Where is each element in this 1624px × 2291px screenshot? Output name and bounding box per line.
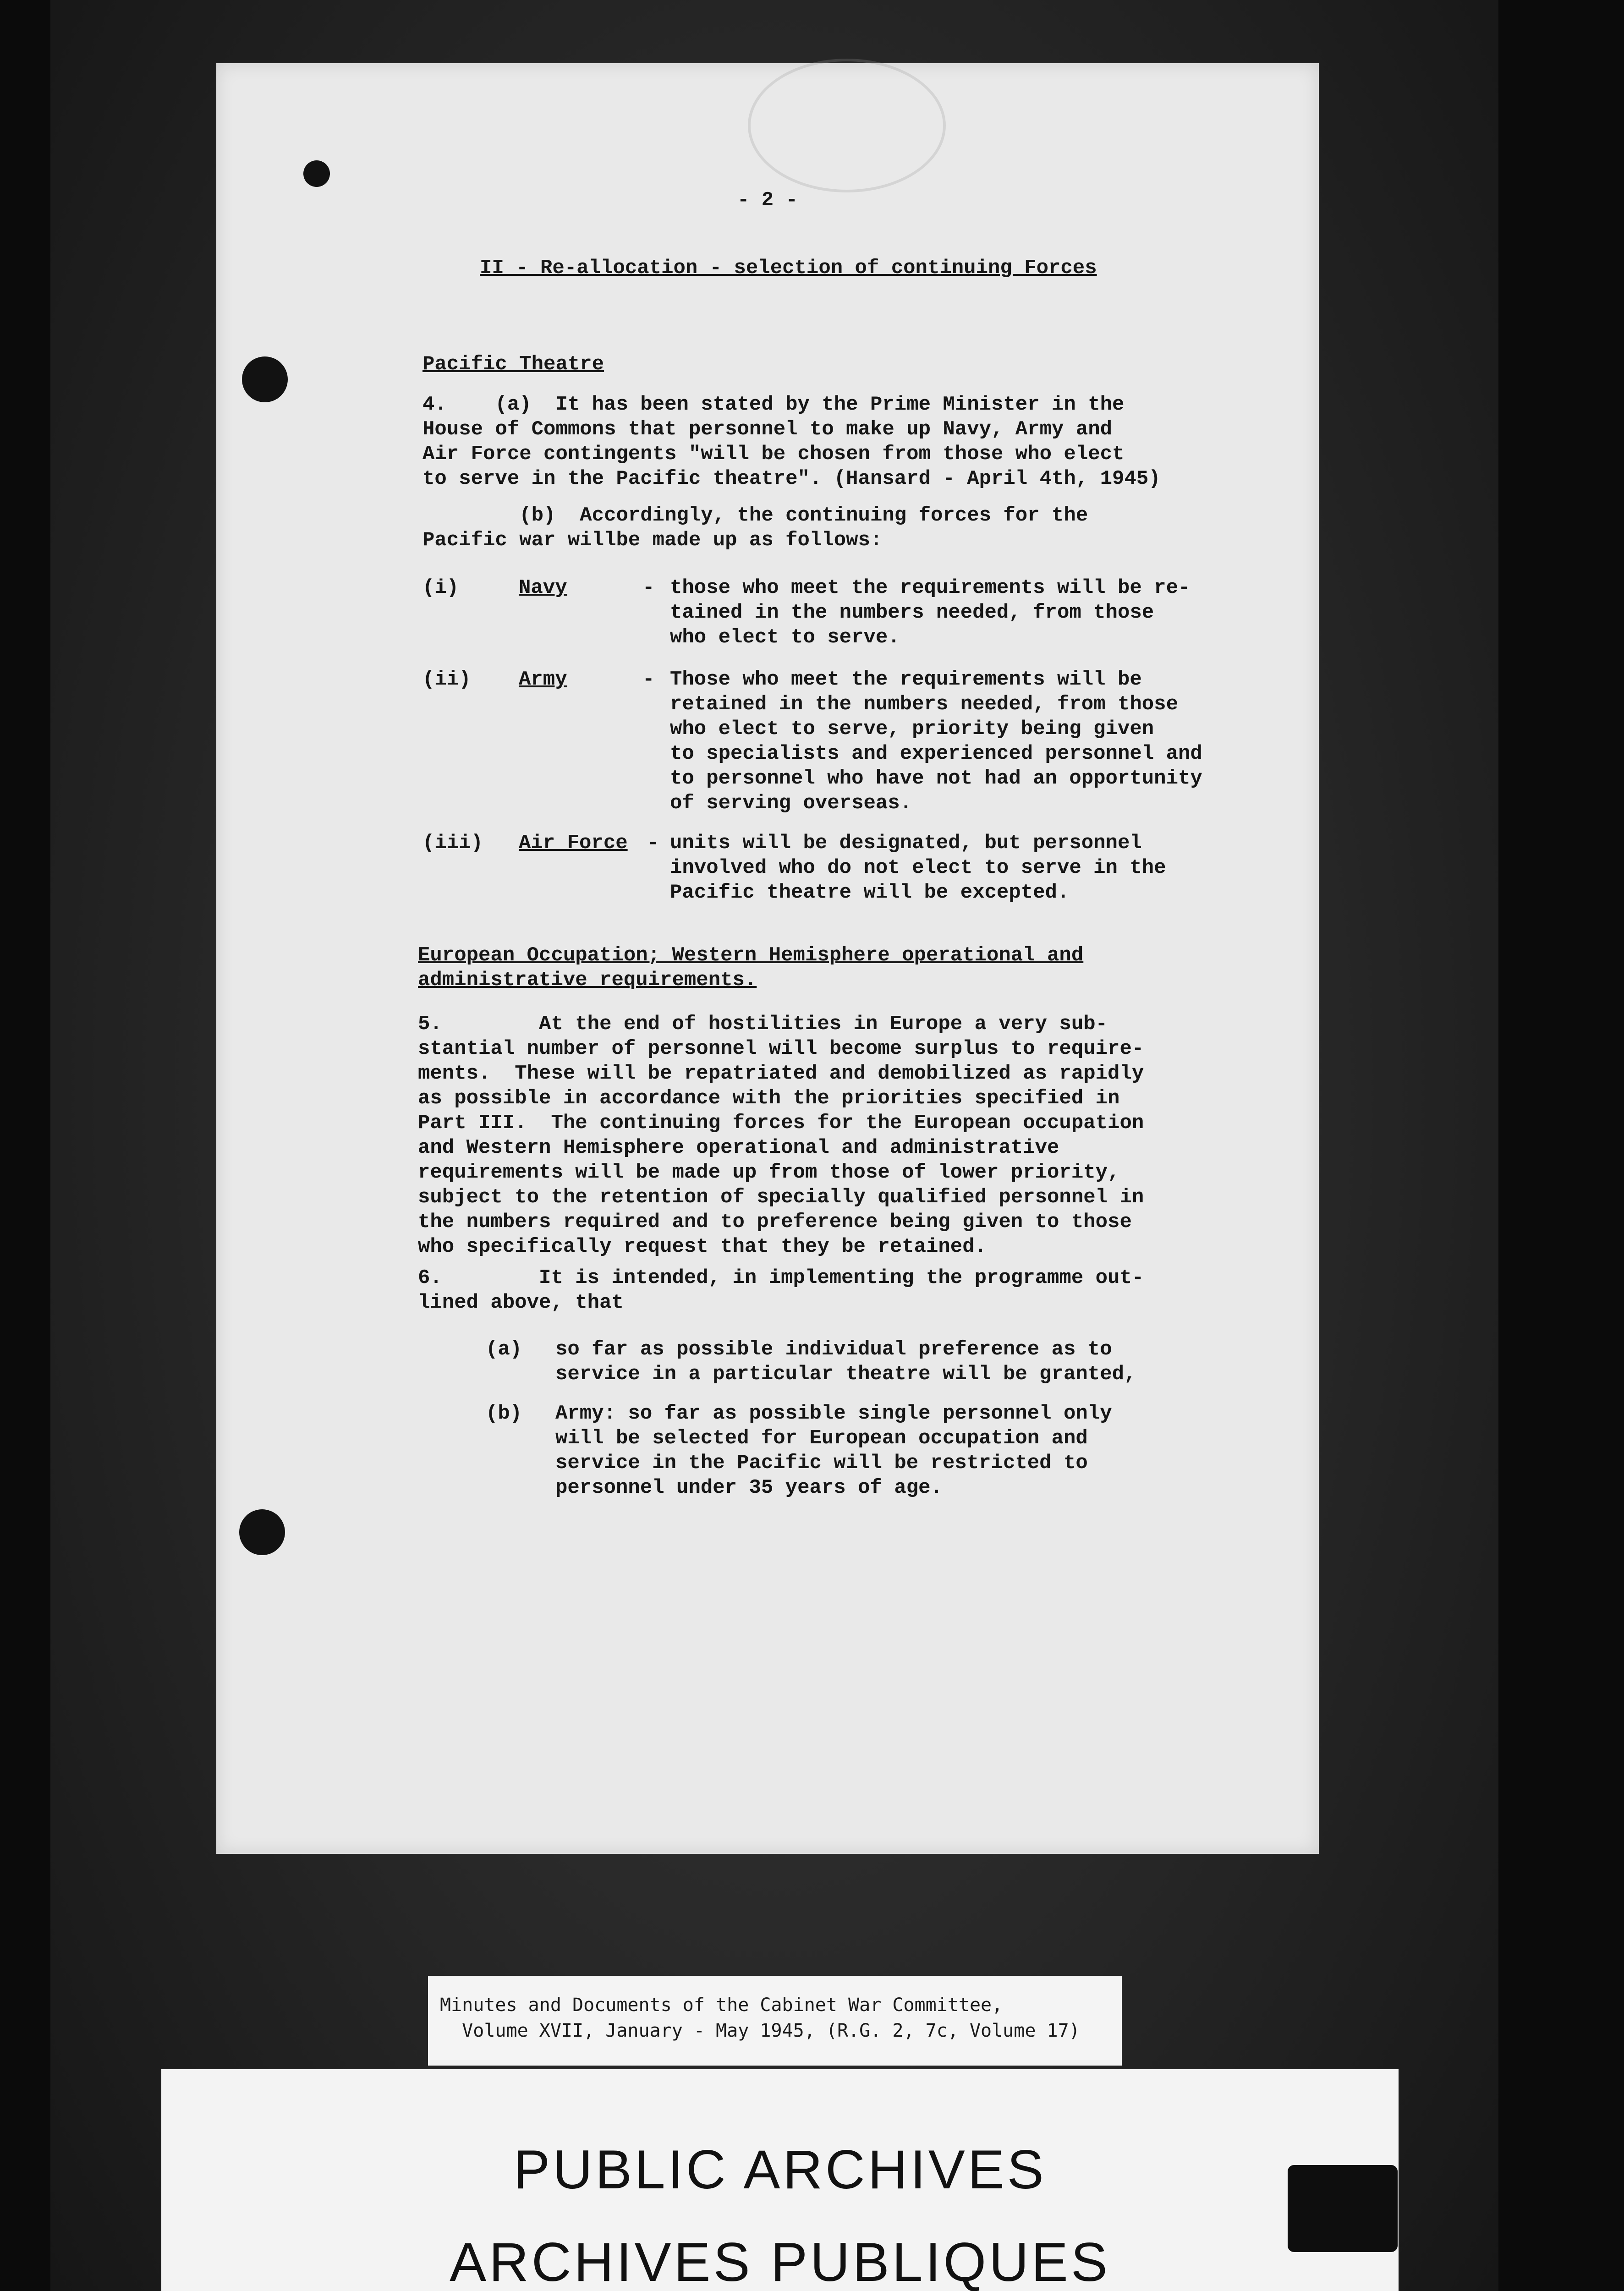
text-line: House of Commons that personnel to make up Navy, Army and <box>422 418 1113 441</box>
text-line: Pacific theatre will be excepted. <box>670 881 1070 904</box>
text-line: Part III. The continuing forces for the European occupation <box>418 1112 1144 1135</box>
text-line: those who meet the requirements will be re- <box>670 576 1191 599</box>
text-line: who elect to serve, priority being given <box>670 718 1154 740</box>
film-clip <box>1288 2165 1398 2252</box>
item-number: (i) <box>422 576 459 599</box>
item-text-army <box>670 667 1202 816</box>
item-dash: - <box>647 832 659 855</box>
text-line: involved who do not elect to serve in the <box>670 856 1166 879</box>
caption-line: Minutes and Documents of the Cabinet War Committee, <box>440 1995 1003 2016</box>
text-line: to serve in the Pacific theatre". (Hansard - April 4th, 1945) <box>422 467 1161 490</box>
european-heading <box>418 943 1083 992</box>
item-service: Army <box>519 668 567 691</box>
text-line: 5. At the end of hostilities in Europe a very sub- <box>418 1013 1108 1036</box>
item-text-navy <box>670 575 1190 650</box>
text-line: Those who meet the requirements will be <box>670 668 1142 691</box>
sub-item-a <box>555 1337 1136 1387</box>
pacific-heading: Pacific Theatre <box>422 353 604 376</box>
text-line: retained in the numbers needed, from those <box>670 693 1178 716</box>
text-line: to specialists and experienced personnel and <box>670 742 1202 765</box>
text-line: subject to the retention of specially qualified personnel in <box>418 1186 1144 1209</box>
text-line: as possible in accordance with the priorities specified in <box>418 1087 1120 1110</box>
text-line: tained in the numbers needed, from those <box>670 601 1154 624</box>
text-line: the numbers required and to preference being given to those <box>418 1211 1132 1233</box>
text-line: Pacific war willbe made up as follows: <box>422 529 883 552</box>
sub-item-b <box>555 1401 1112 1500</box>
text-line: stantial number of personnel will become surplus to require- <box>418 1037 1144 1060</box>
text-line: and Western Hemisphere operational and administrative <box>418 1136 1059 1159</box>
paragraph-4a <box>422 392 1161 491</box>
text-line: service in the Pacific will be restricted to <box>555 1452 1088 1474</box>
archives-label <box>161 2069 1399 2291</box>
text-line: lined above, that <box>418 1291 624 1314</box>
paragraph-6 <box>418 1266 1144 1315</box>
paragraph-4b <box>422 503 1088 553</box>
text-line: personnel under 35 years of age. <box>555 1476 943 1499</box>
text-line: who specifically request that they be retained. <box>418 1235 987 1258</box>
item-number: (ii) <box>422 668 471 691</box>
text-line: of serving overseas. <box>670 792 912 815</box>
document-page <box>216 63 1319 1854</box>
text-line: ments. These will be repatriated and demobilized as rapidly <box>418 1062 1144 1085</box>
item-text-air-force <box>670 831 1166 905</box>
item-service: Navy <box>519 576 567 599</box>
item-number: (iii) <box>422 832 483 855</box>
text-line: Army: so far as possible single personnel only <box>555 1402 1112 1425</box>
paragraph-5 <box>418 1012 1144 1259</box>
source-caption <box>428 1976 1122 2066</box>
text-line: 4. (a) It has been stated by the Prime Minister in the <box>422 393 1125 416</box>
text-line: 6. It is intended, in implementing the programme out- <box>418 1266 1144 1289</box>
text-line: units will be designated, but personnel <box>670 832 1142 855</box>
archives-label-english: PUBLIC ARCHIVES <box>513 2139 1047 2200</box>
caption-line: Volume XVII, January - May 1945, (R.G. 2, 7c, Volume 17) <box>440 2020 1080 2041</box>
sub-item-number: (a) <box>486 1338 522 1361</box>
punch-hole-lower <box>239 1509 285 1555</box>
text-line: service in a particular theatre will be granted, <box>555 1363 1136 1386</box>
item-dash: - <box>642 576 655 599</box>
text-line: European Occupation; Western Hemisphere operational and <box>418 944 1084 967</box>
punch-hole-top <box>303 160 330 187</box>
text-line: Air Force contingents "will be chosen from those who elect <box>422 443 1125 466</box>
punch-hole-upper <box>242 356 288 402</box>
text-line: to personnel who have not had an opportunity <box>670 767 1202 790</box>
text-line: will be selected for European occupation and <box>555 1427 1088 1450</box>
page-number: - 2 - <box>737 189 798 212</box>
text-line: administrative requirements. <box>418 969 757 992</box>
sub-item-number: (b) <box>486 1402 522 1425</box>
archives-label-french: ARCHIVES PUBLIQUES <box>450 2231 1110 2291</box>
item-service: Air Force <box>519 832 628 855</box>
text-line: requirements will be made up from those of lower priority, <box>418 1161 1120 1184</box>
faded-stamp <box>748 59 946 192</box>
text-line: who elect to serve. <box>670 626 900 649</box>
text-line: (b) Accordingly, the continuing forces for the <box>422 504 1088 527</box>
item-dash: - <box>642 668 655 691</box>
text-line: so far as possible individual preference as to <box>555 1338 1112 1361</box>
section-title: II - Re-allocation - selection of continuing Forces <box>480 257 1097 280</box>
